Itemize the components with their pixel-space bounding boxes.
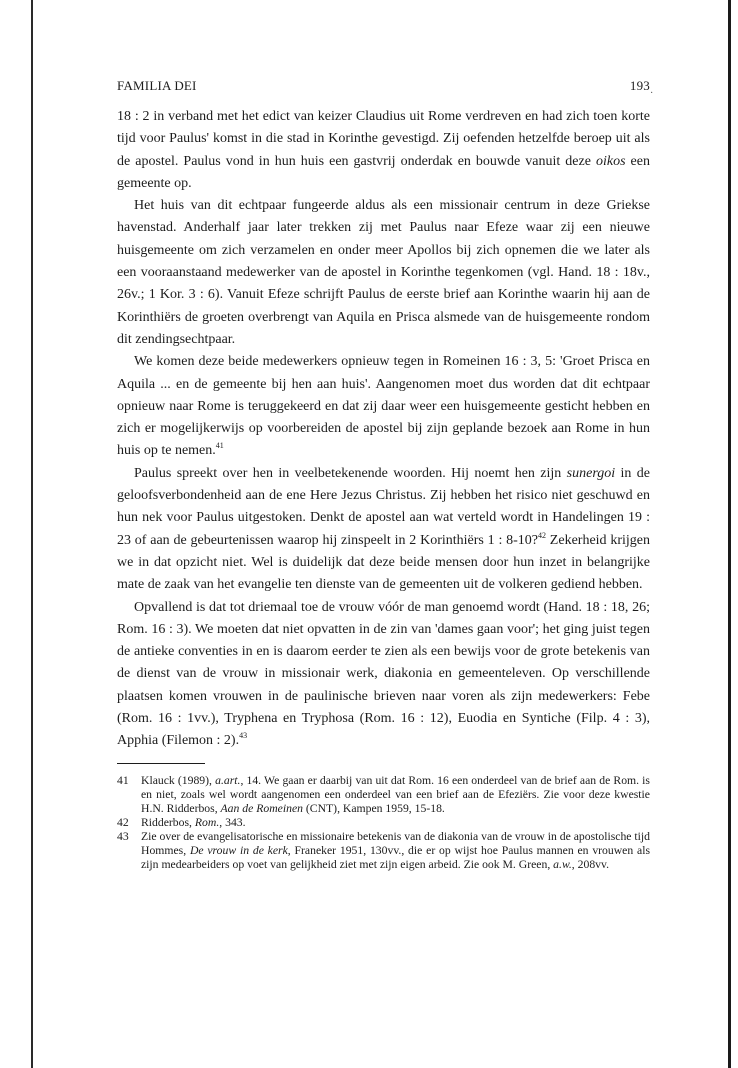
footnote-rule — [117, 763, 205, 764]
text-run: Zekerheid krijgen we in dat opzicht niet. Wel is duidelijk dat deze beide mensen door hun inzet in belangrijke mate de zaak van het evangelie ten dienste van de gemeenten uit de volkeren gediend hebben. — [117, 532, 651, 593]
text-run: Opvallend is dat tot driemaal toe de vrouw vóór de man genoemd wordt (Hand. 18 : 18, 26; Rom. 16 : 3). We moeten dat niet opvatten in de zin van 'dames gaan voor'; het ging juist tegen de antieke conventies in en is daarom eerder te zien als een bewijs voor de grote betekenis van de dienst van de vrouw in missionair werk, diakonia en gemeenteleven. Op verschillende plaatsen komen vrouwen in de paulinische brieven naar voren als zijn medewerkers: Febe (Rom. 16 : 1vv.), Tryphena en Tryphosa (Rom. 16 : 12), Euodia en Syntiche (Filp. 4 : 3), Apphia (Filemon : 2). — [117, 599, 650, 749]
text-run: 18 : 2 in verband met het edict van keizer Claudius uit Rome verdreven en had zich toen korte tijd voor Paulus' komst in die stad in Korinthe gevestigd. Zij oefenden hetzelfde beroep uit als de apostel. Paulus vond in hun huis een gastvrij onderdak en bouwde vanuit deze — [117, 109, 650, 169]
text-run: , 343. — [219, 815, 246, 829]
running-header — [117, 78, 650, 98]
text-run: We komen deze beide medewerkers opnieuw tegen in Romeinen 16 : 3, 5: 'Groet Prisca en Aquila ... en de gemeente bij hen aan huis'. Aangenomen moet dus worden dat dit echtpaar opnieuw naar Rome is teruggekeerd en dat zij daar weer een huisgemeente gesticht hebben en zich er mogelijkerwijs op voorbereiden de apostel bij zijn geplande bezoek aan Rome in hun huis op te nemen. — [117, 354, 650, 459]
text-run: Ridderbos, — [141, 815, 195, 829]
footnote-number: 43 — [117, 829, 129, 843]
footnote-number: 41 — [117, 773, 129, 787]
text-run: Het huis van dit echtpaar fungeerde aldus als een missionair centrum in deze Griekse havenstad. Anderhalf jaar later trekken zij met Paulus naar Efeze waar zij een nieuwe huisgemeente om zich verzamelen en onder meer Apollos bij zich opnemen die we later als een vooraanstaand medewerker van de apostel in Korinthe tegenkomen (vgl. Hand. 18 : 18v., 26v.; 1 Kor. 3 : 6). Vanuit Efeze schrijft Paulus de eerste brief aan Korinthe waarin hij aan de Korinthiërs de groeten overbrengt van Aquila en Prisca alsmede van de huisgemeente rondom dit zendingsechtpaar. — [117, 198, 650, 347]
italic-term: Aan de Romeinen — [220, 801, 303, 815]
text-run: Zie over de evangelisatorische en missionaire betekenis van de diakonia van de vrouw in de apostolische tijd Hommes, — [141, 829, 650, 857]
italic-term: a.w. — [553, 857, 572, 871]
paragraph — [117, 597, 650, 753]
running-title: FAMILIA DEI — [117, 78, 197, 93]
text-run: in de geloofsverbondenheid aan de ene Here Jezus Christus. Zij hebben het risico niet geschuwd en hun nek voor Paulus uitgestoken. Denkt de apostel aan wat verteld wordt in Handelingen 19 : 23 of aan de gebeurtenissen waarop hij zinspeelt in 2 Korinthiërs 1 : 8-10? — [117, 465, 650, 548]
footnotes — [117, 774, 650, 872]
text-run: Klauck (1989), — [141, 773, 216, 787]
paragraph — [117, 463, 650, 597]
scan-right-edge — [728, 0, 731, 1068]
italic-term: Rom. — [194, 815, 220, 829]
footnote — [117, 830, 650, 872]
footnote-reference: 42 — [538, 530, 547, 540]
page-number: 193 — [629, 78, 650, 93]
footnote-text — [141, 774, 650, 816]
scan-left-edge — [31, 0, 33, 1068]
text-run: (CNT), Kampen 1959, 15-18. — [302, 801, 445, 815]
body-text — [117, 106, 650, 753]
text-run: , Franeker 1951, 130vv., die er op wijst hoe Paulus mannen en vrouwen als zijn medearbeiders op voet van gelijkheid ziet met zijn eigen arbeid. Zie ook M. Green, — [141, 843, 650, 871]
italic-term: sunergoi — [566, 465, 616, 481]
text-run: , 208vv. — [571, 857, 610, 871]
italic-term: oikos — [595, 153, 626, 169]
footnote-reference: 41 — [215, 441, 224, 451]
paragraph — [117, 195, 650, 351]
scan-speck: · — [650, 88, 654, 99]
footnote-text — [141, 816, 650, 830]
footnote — [117, 816, 650, 830]
paragraph — [117, 106, 650, 195]
book-page — [117, 78, 650, 872]
italic-term: De vrouw in de kerk — [189, 843, 288, 857]
text-run: Paulus spreekt over hen in veelbetekenende woorden. Hij noemt hen zijn — [134, 465, 567, 481]
footnote — [117, 774, 650, 816]
footnote-number: 42 — [117, 815, 129, 829]
text-run: een gemeente op. — [117, 153, 650, 191]
text-run: , 14. We gaan er daarbij van uit dat Rom. 16 een onderdeel van de brief aan de Rom. is en niet, zoals wel wordt aangenomen een onderdeel van een brief aan de Efeziërs. Zie voor deze kwestie H.N. Ridderbos, — [141, 773, 650, 815]
paragraph — [117, 351, 650, 462]
italic-term: a.art. — [215, 773, 241, 787]
footnote-text — [141, 830, 650, 872]
footnote-reference: 43 — [239, 731, 248, 741]
